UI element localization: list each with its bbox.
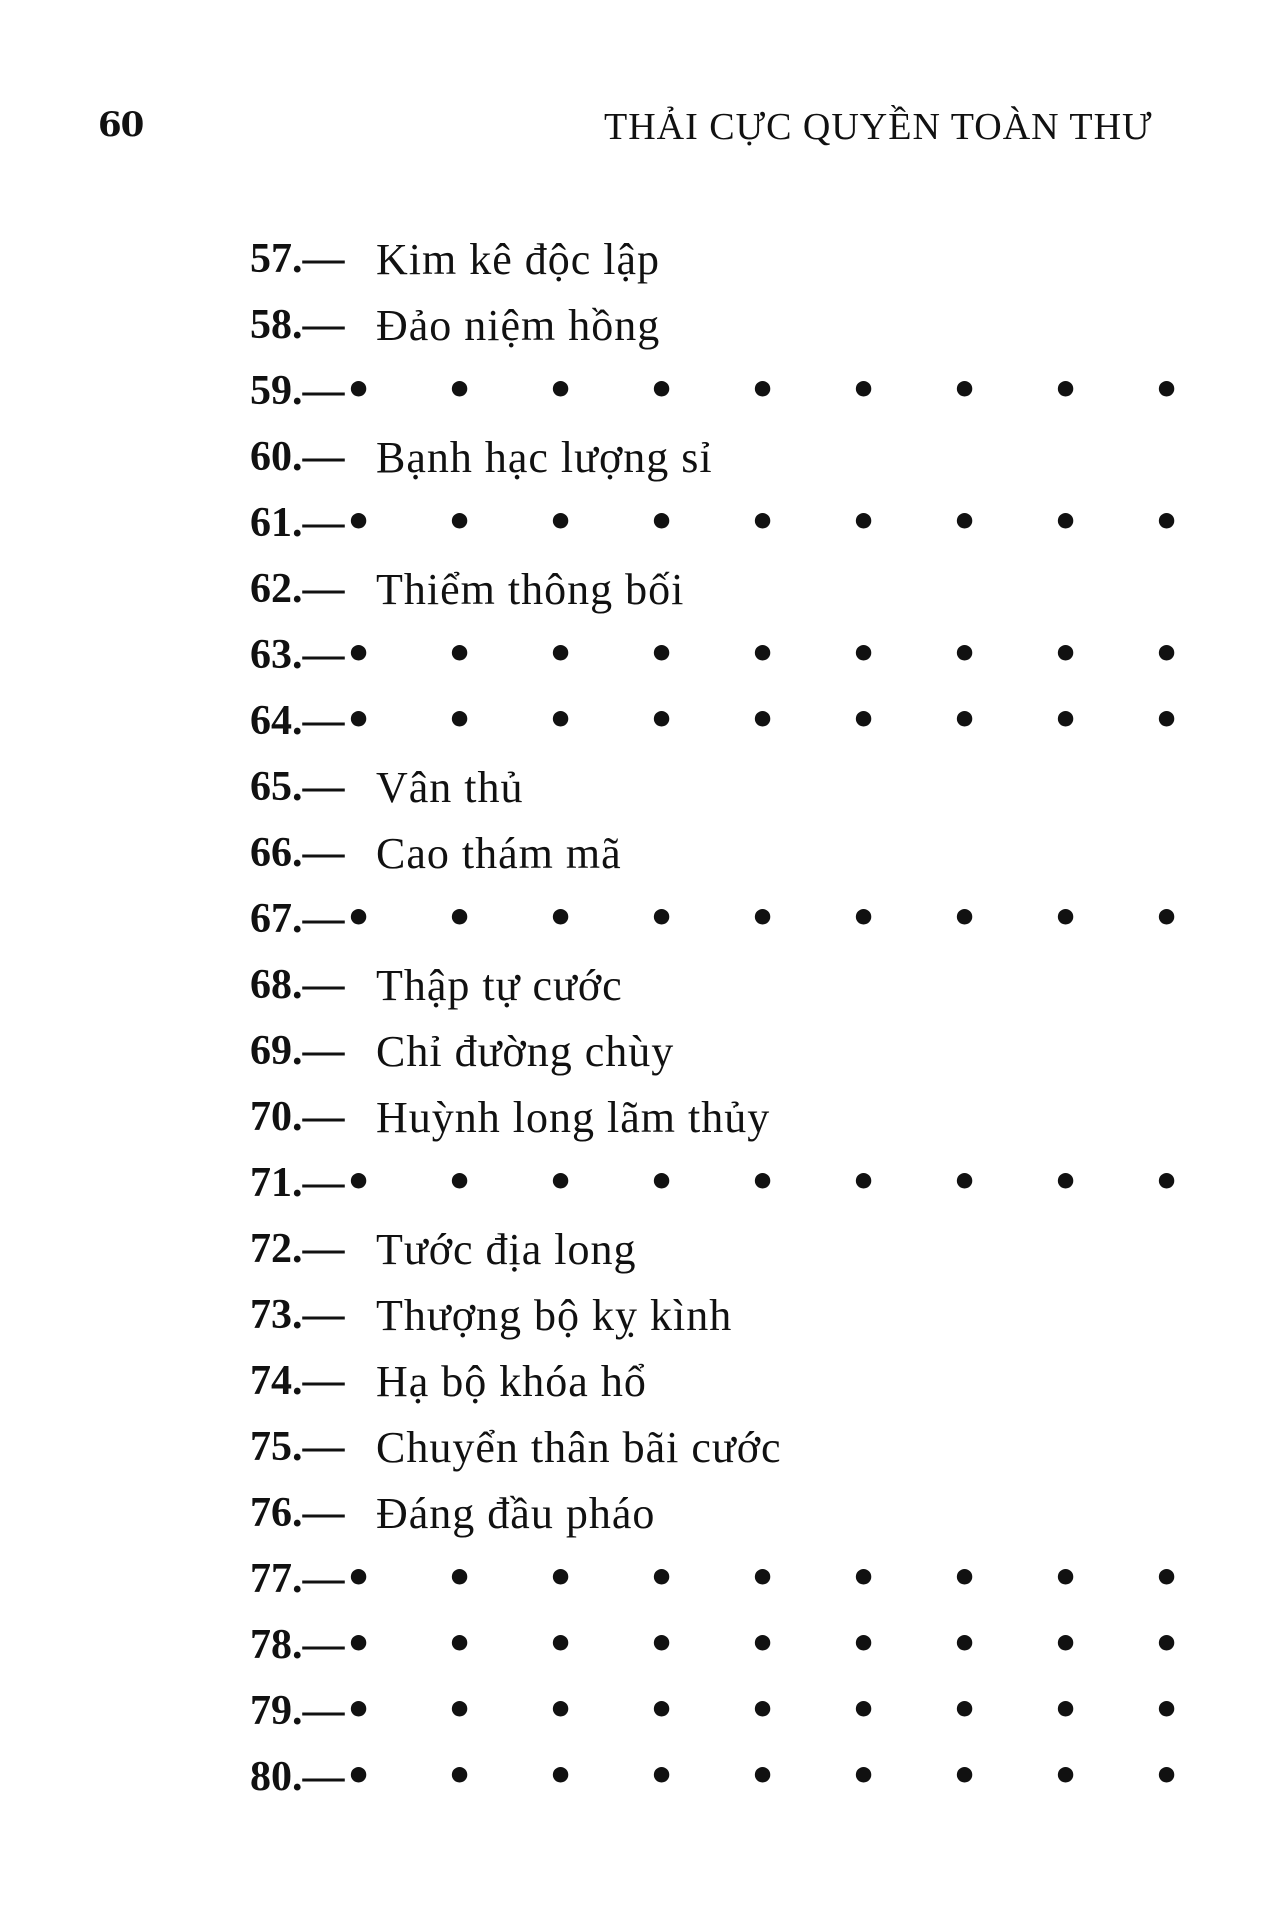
- dot-mark: [951, 1623, 1052, 1667]
- entry-name: Kim kê độc lập: [376, 234, 661, 284]
- dot-mark: [345, 501, 446, 545]
- entry-number: 79.—: [250, 1688, 345, 1734]
- dot-mark: [749, 897, 850, 941]
- dot-mark: [547, 633, 648, 677]
- dot-mark: [951, 501, 1052, 545]
- list-item: [250, 358, 1170, 424]
- dot-mark: [850, 369, 951, 413]
- list-item: [250, 424, 1170, 490]
- entry-number: 64.—: [250, 698, 345, 744]
- dot-mark: [1052, 1161, 1153, 1205]
- dot-mark: [951, 1557, 1052, 1601]
- dot-mark: [749, 1557, 850, 1601]
- dot-mark: [446, 1689, 547, 1733]
- dot-mark: [547, 1557, 648, 1601]
- list-item: [250, 1084, 1170, 1150]
- dot-mark: [345, 1161, 446, 1205]
- dot-mark: [749, 633, 850, 677]
- dot-mark: [850, 1689, 951, 1733]
- dot-mark: [850, 897, 951, 941]
- dot-mark: [749, 1161, 850, 1205]
- dot-mark: [345, 699, 446, 743]
- dotted-placeholder: [345, 897, 1254, 941]
- dot-mark: [1052, 1557, 1153, 1601]
- entry-number: 60.—: [250, 434, 345, 480]
- entry-number: 72.—: [250, 1226, 345, 1272]
- dot-mark: [850, 699, 951, 743]
- dot-mark: [648, 897, 749, 941]
- dot-mark: [547, 1161, 648, 1205]
- list-item: [250, 490, 1170, 556]
- list-item: [250, 952, 1170, 1018]
- entry-name: Hạ bộ khóa hổ: [376, 1356, 647, 1406]
- dot-mark: [749, 501, 850, 545]
- dot-mark: [648, 501, 749, 545]
- dot-mark: [1052, 699, 1153, 743]
- dot-mark: [1153, 501, 1254, 545]
- entry-name: Huỳnh long lãm thủy: [376, 1092, 771, 1142]
- list-item: [250, 1546, 1170, 1612]
- entry-number: 68.—: [250, 962, 345, 1008]
- entry-number: 77.—: [250, 1556, 345, 1602]
- entry-name: Thập tự cước: [376, 960, 623, 1010]
- dot-mark: [446, 369, 547, 413]
- dot-mark: [446, 501, 547, 545]
- list-item: [250, 1150, 1170, 1216]
- dot-mark: [749, 1755, 850, 1799]
- entry-number: 69.—: [250, 1028, 345, 1074]
- dot-mark: [1052, 633, 1153, 677]
- dot-mark: [446, 699, 547, 743]
- entry-number: 70.—: [250, 1094, 345, 1140]
- dot-mark: [1153, 897, 1254, 941]
- entry-number: 80.—: [250, 1754, 345, 1800]
- dotted-placeholder: [345, 1755, 1254, 1799]
- dotted-placeholder: [345, 699, 1254, 743]
- entry-number: 78.—: [250, 1622, 345, 1668]
- entry-name: Chuyển thân bãi cước: [376, 1422, 782, 1472]
- entry-number: 73.—: [250, 1292, 345, 1338]
- dotted-placeholder: [345, 1689, 1254, 1733]
- dot-mark: [951, 1755, 1052, 1799]
- dot-mark: [547, 501, 648, 545]
- entry-name: Đáng đầu pháo: [376, 1488, 656, 1538]
- form-list: [250, 226, 1170, 1810]
- dot-mark: [1153, 1623, 1254, 1667]
- dot-mark: [749, 1689, 850, 1733]
- entry-number: 57.—: [250, 236, 345, 282]
- dot-mark: [345, 897, 446, 941]
- entry-number: 59.—: [250, 368, 345, 414]
- dot-mark: [648, 633, 749, 677]
- dot-mark: [648, 1689, 749, 1733]
- list-item: [250, 886, 1170, 952]
- dot-mark: [345, 1623, 446, 1667]
- dot-mark: [648, 1623, 749, 1667]
- entry-number: 76.—: [250, 1490, 345, 1536]
- dot-mark: [446, 633, 547, 677]
- dot-mark: [951, 1689, 1052, 1733]
- entry-name: Đảo niệm hồng: [376, 300, 661, 350]
- dot-mark: [1052, 1755, 1153, 1799]
- dot-mark: [1153, 699, 1254, 743]
- entry-number: 62.—: [250, 566, 345, 612]
- dot-mark: [547, 1623, 648, 1667]
- list-item: [250, 1282, 1170, 1348]
- dot-mark: [547, 897, 648, 941]
- running-title: THẢI CỰC QUYỀN TOÀN THƯ: [604, 106, 1153, 148]
- dot-mark: [648, 369, 749, 413]
- dot-mark: [1052, 1689, 1153, 1733]
- entry-number: 65.—: [250, 764, 345, 810]
- dotted-placeholder: [345, 1623, 1254, 1667]
- list-item: [250, 622, 1170, 688]
- entry-number: 63.—: [250, 632, 345, 678]
- dot-mark: [951, 369, 1052, 413]
- entry-number: 74.—: [250, 1358, 345, 1404]
- dot-mark: [648, 699, 749, 743]
- dot-mark: [345, 633, 446, 677]
- list-item: [250, 754, 1170, 820]
- dot-mark: [850, 1623, 951, 1667]
- dot-mark: [951, 699, 1052, 743]
- dot-mark: [648, 1161, 749, 1205]
- list-item: [250, 1678, 1170, 1744]
- dot-mark: [951, 897, 1052, 941]
- dot-mark: [1052, 1623, 1153, 1667]
- list-item: [250, 556, 1170, 622]
- dot-mark: [547, 699, 648, 743]
- dotted-placeholder: [345, 1161, 1254, 1205]
- dot-mark: [446, 1161, 547, 1205]
- entry-number: 66.—: [250, 830, 345, 876]
- entry-name: Cao thám mã: [376, 828, 622, 878]
- dot-mark: [345, 1557, 446, 1601]
- dot-mark: [547, 1755, 648, 1799]
- dotted-placeholder: [345, 369, 1254, 413]
- dot-mark: [1052, 369, 1153, 413]
- entry-name: Bạnh hạc lượng sỉ: [376, 432, 713, 482]
- dot-mark: [345, 1755, 446, 1799]
- entry-name: Tước địa long: [376, 1224, 637, 1274]
- dot-mark: [749, 369, 850, 413]
- list-item: [250, 1348, 1170, 1414]
- list-item: [250, 1216, 1170, 1282]
- dot-mark: [648, 1755, 749, 1799]
- entry-name: Chỉ đường chùy: [376, 1026, 675, 1076]
- page-number: 60: [98, 105, 144, 145]
- entry-number: 61.—: [250, 500, 345, 546]
- list-item: [250, 1414, 1170, 1480]
- dot-mark: [446, 1623, 547, 1667]
- dot-mark: [749, 1623, 850, 1667]
- dot-mark: [1153, 369, 1254, 413]
- dot-mark: [850, 1161, 951, 1205]
- dot-mark: [1153, 633, 1254, 677]
- dot-mark: [850, 1755, 951, 1799]
- dot-mark: [1052, 897, 1153, 941]
- list-item: [250, 1744, 1170, 1810]
- entry-number: 67.—: [250, 896, 345, 942]
- dot-mark: [547, 369, 648, 413]
- list-item: [250, 688, 1170, 754]
- entry-name: Thiểm thông bối: [376, 564, 685, 614]
- entry-number: 75.—: [250, 1424, 345, 1470]
- dot-mark: [951, 633, 1052, 677]
- dot-mark: [749, 699, 850, 743]
- dot-mark: [850, 633, 951, 677]
- dot-mark: [648, 1557, 749, 1601]
- list-item: [250, 1612, 1170, 1678]
- entry-number: 58.—: [250, 302, 345, 348]
- dot-mark: [1153, 1161, 1254, 1205]
- list-item: [250, 1018, 1170, 1084]
- dot-mark: [446, 1557, 547, 1601]
- entry-number: 71.—: [250, 1160, 345, 1206]
- list-item: [250, 292, 1170, 358]
- dot-mark: [446, 897, 547, 941]
- dot-mark: [850, 501, 951, 545]
- dot-mark: [951, 1161, 1052, 1205]
- dot-mark: [446, 1755, 547, 1799]
- dot-mark: [1153, 1755, 1254, 1799]
- dot-mark: [345, 369, 446, 413]
- list-item: [250, 1480, 1170, 1546]
- dot-mark: [547, 1689, 648, 1733]
- entry-name: Thượng bộ kỵ kình: [376, 1290, 733, 1340]
- dot-mark: [1153, 1557, 1254, 1601]
- dotted-placeholder: [345, 501, 1254, 545]
- list-item: [250, 226, 1170, 292]
- entry-name: Vân thủ: [376, 762, 524, 812]
- dotted-placeholder: [345, 1557, 1254, 1601]
- dot-mark: [1052, 501, 1153, 545]
- dot-mark: [850, 1557, 951, 1601]
- dot-mark: [345, 1689, 446, 1733]
- list-item: [250, 820, 1170, 886]
- dotted-placeholder: [345, 633, 1254, 677]
- dot-mark: [1153, 1689, 1254, 1733]
